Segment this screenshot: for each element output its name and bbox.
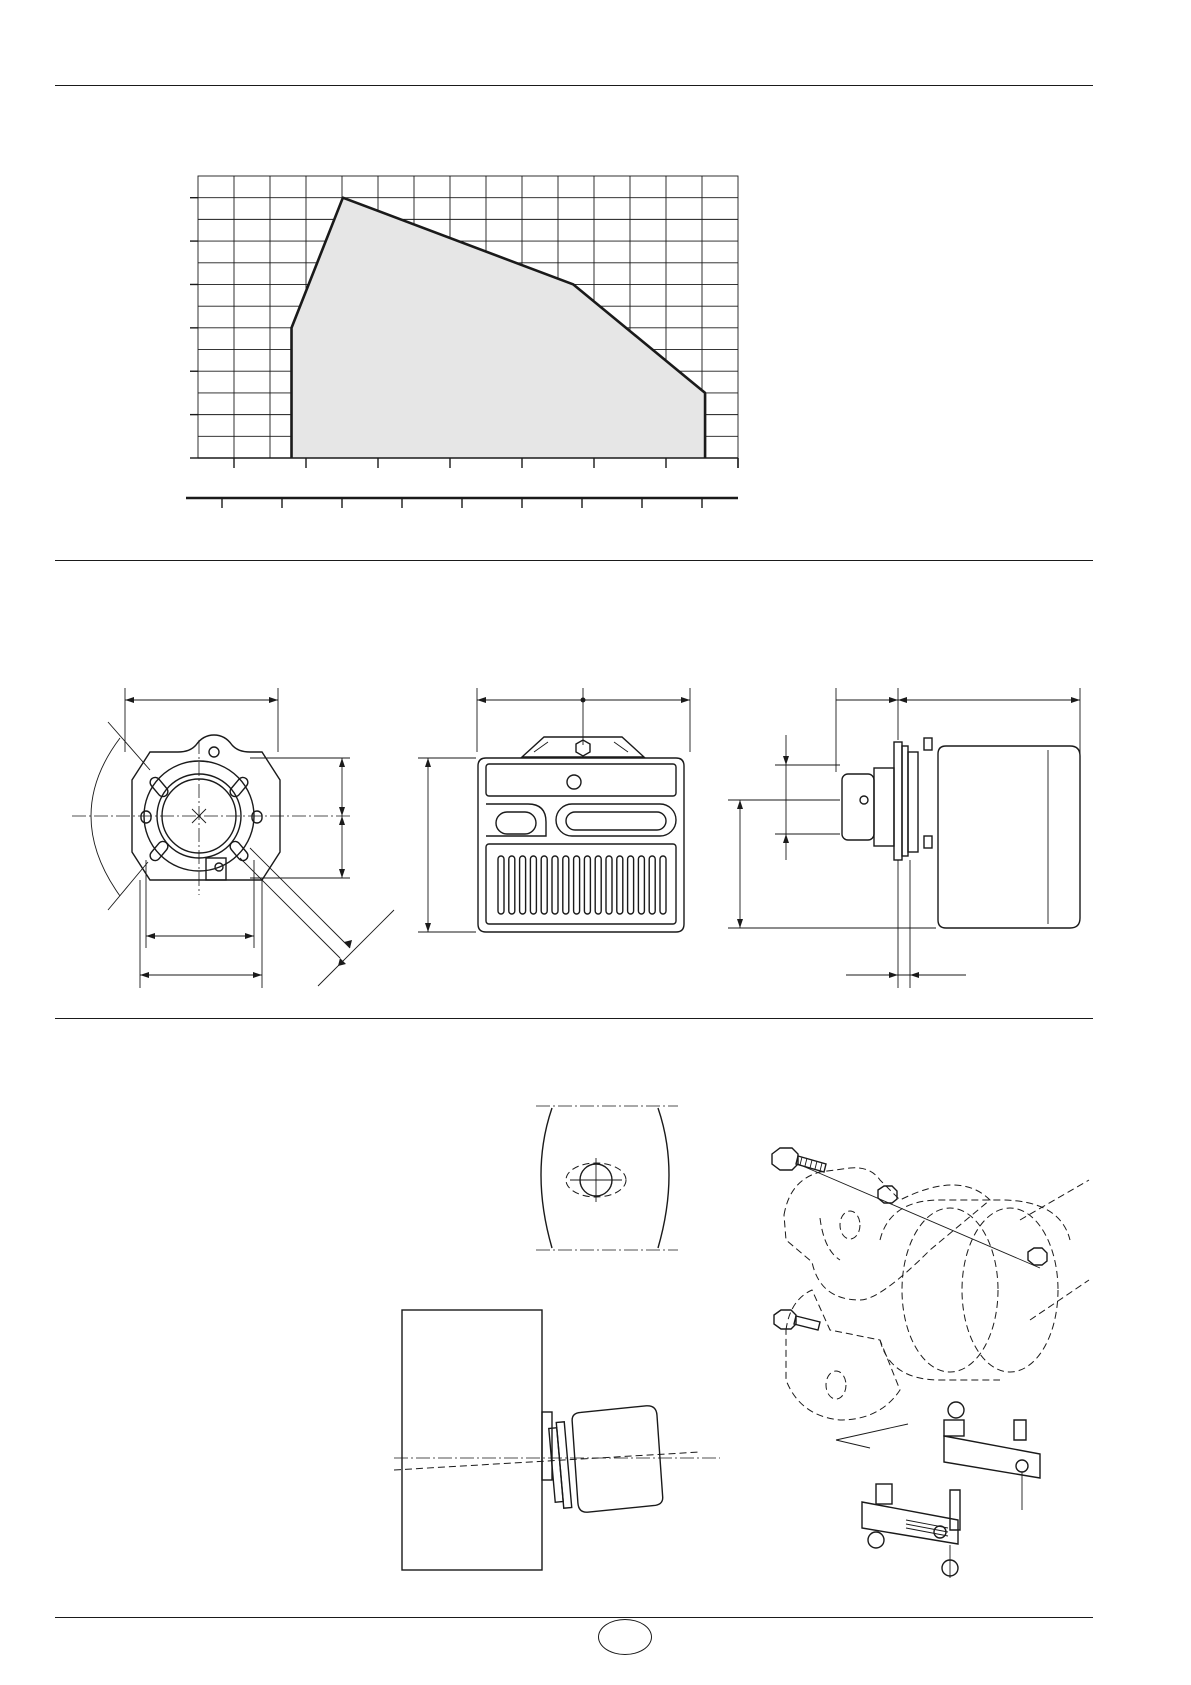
- dimension-drawing-front-flange-view: [60, 660, 400, 990]
- grill-slot: [530, 856, 536, 914]
- dimension-drawing-side-view: [730, 660, 1090, 990]
- grill-slot: [606, 856, 612, 914]
- boiler-door-hole-detail: [530, 1090, 690, 1260]
- grill-slot: [617, 856, 623, 914]
- grill-slot: [574, 856, 580, 914]
- section-rule-chart-bottom: [55, 560, 1093, 561]
- grill-slot: [628, 856, 634, 914]
- section-rule-footer: [55, 1617, 1093, 1618]
- page-number-oval: [598, 1619, 652, 1655]
- grill-slot: [498, 856, 504, 914]
- chart-grid: [198, 176, 738, 458]
- grill-slot: [584, 856, 590, 914]
- grill-slot: [509, 856, 515, 914]
- grill-slot: [552, 856, 558, 914]
- chart-area: [292, 198, 706, 458]
- firing-range-area: [292, 198, 706, 458]
- firing-range-boundary: [292, 198, 706, 458]
- section-rule-dimensions-bottom: [55, 1018, 1093, 1019]
- boiler-alignment-side-view: [390, 1300, 730, 1580]
- dimension-drawing-rear-cover-view: [410, 660, 740, 990]
- section-rule-top: [55, 85, 1093, 86]
- grill-slot: [649, 856, 655, 914]
- grill-slot: [563, 856, 569, 914]
- grill-slot: [520, 856, 526, 914]
- grill-slot: [660, 856, 666, 914]
- grill-slot: [595, 856, 601, 914]
- chart-frame: [198, 176, 738, 458]
- grill-slot: [541, 856, 547, 914]
- chart-axes: [186, 198, 738, 508]
- grill-slot: [638, 856, 644, 914]
- burner-mounting-exploded-view: [750, 1120, 1090, 1580]
